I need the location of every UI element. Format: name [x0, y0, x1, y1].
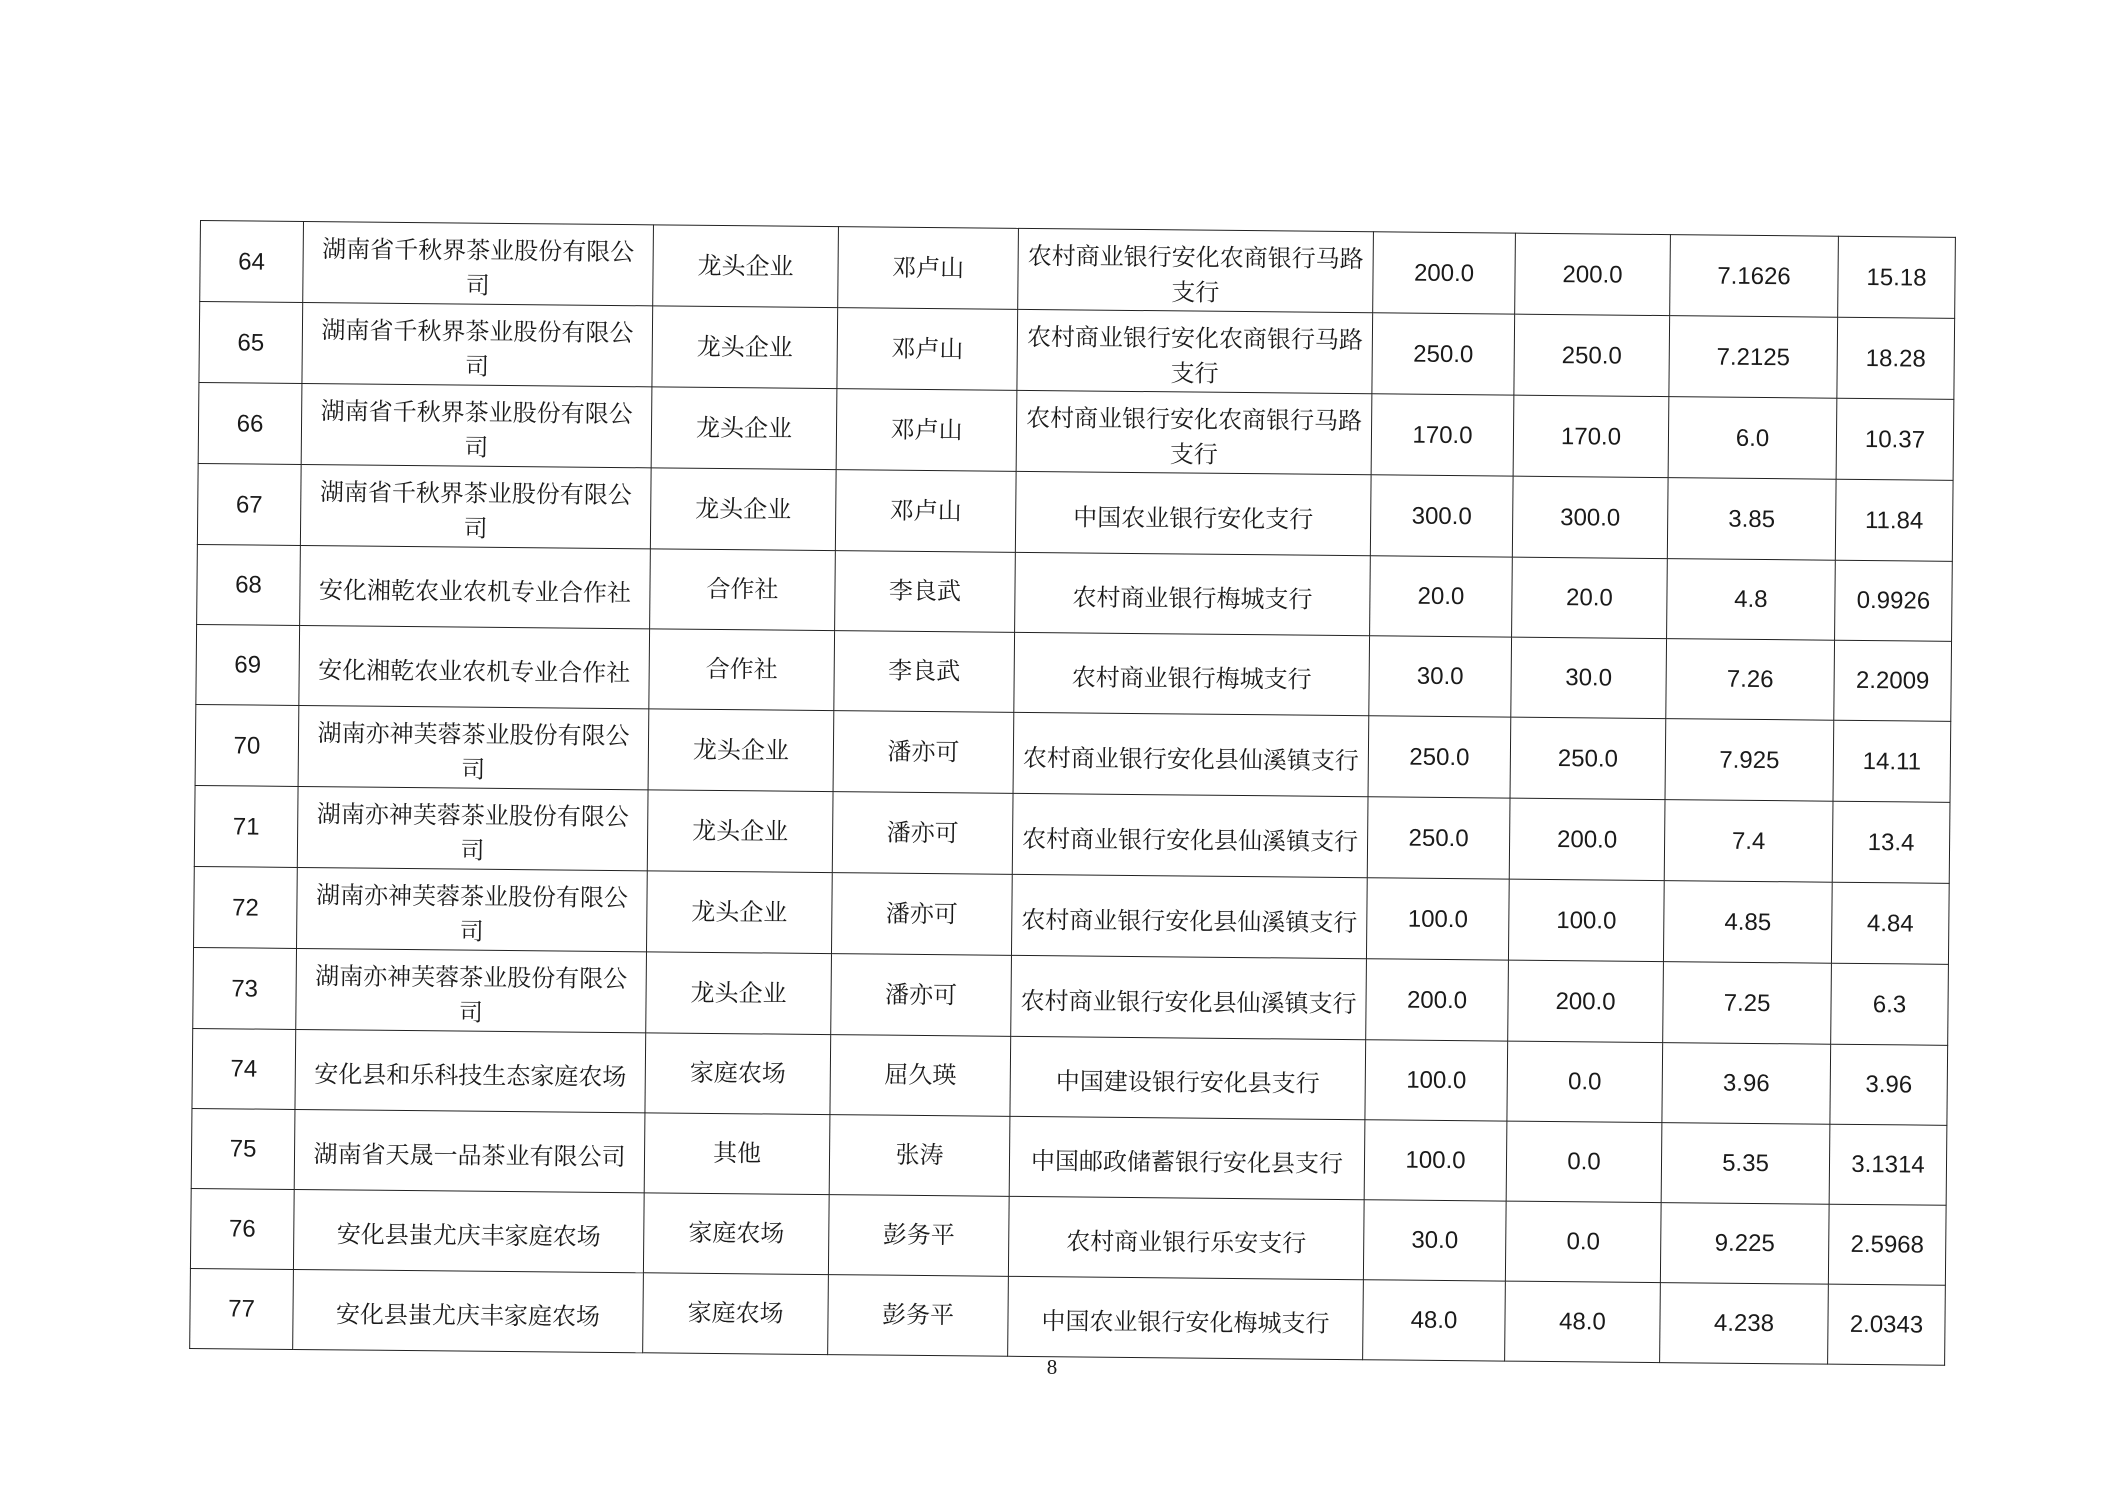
entity-type-cell: 家庭农场 [645, 1033, 831, 1115]
bank-cell: 中国邮政储蓄银行安化县支行 [1009, 1116, 1365, 1199]
amount-2-cell: 200.0 [1509, 798, 1665, 880]
amount-2-cell: 200.0 [1508, 960, 1664, 1042]
entity-type-cell: 家庭农场 [643, 1193, 829, 1275]
amount-1-cell: 100.0 [1364, 1120, 1507, 1201]
amount-2-cell: 250.0 [1510, 717, 1666, 799]
legal-person-cell: 屈久瑛 [830, 1035, 1011, 1117]
row-number-cell: 72 [194, 866, 298, 948]
entity-name-cell: 湖南亦神芙蓉茶业股份有限公司 [298, 705, 649, 789]
amount-2-cell: 250.0 [1514, 314, 1670, 396]
amount-1-cell: 48.0 [1363, 1280, 1506, 1361]
entity-name-cell: 安化县蚩尤庆丰家庭农场 [293, 1269, 644, 1352]
amount-1-cell: 250.0 [1367, 797, 1510, 879]
rate-cell: 3.96 [1662, 1043, 1831, 1125]
amount-1-cell: 250.0 [1368, 716, 1511, 798]
value-cell: 0.9926 [1835, 560, 1953, 641]
amount-2-cell: 0.0 [1505, 1201, 1661, 1282]
entity-type-cell: 家庭农场 [643, 1273, 829, 1355]
rate-cell: 5.35 [1661, 1123, 1830, 1205]
legal-person-cell: 彭务平 [828, 1275, 1009, 1357]
row-number-cell: 67 [197, 463, 301, 545]
entity-type-cell: 龙头企业 [653, 225, 839, 308]
amount-2-cell: 170.0 [1513, 395, 1669, 477]
legal-person-cell: 彭务平 [828, 1195, 1009, 1277]
rate-cell: 7.4 [1664, 800, 1833, 883]
bank-cell: 农村商业银行梅城支行 [1014, 632, 1370, 715]
value-cell: 3.96 [1830, 1044, 1948, 1125]
rate-cell: 7.2125 [1669, 316, 1838, 399]
rate-cell: 7.26 [1666, 639, 1835, 721]
bank-cell: 农村商业银行安化县仙溪镇支行 [1012, 793, 1368, 877]
bank-cell: 农村商业银行安化县仙溪镇支行 [1013, 712, 1369, 796]
value-cell: 18.28 [1837, 317, 1955, 399]
entity-type-cell: 龙头企业 [648, 709, 834, 792]
rate-cell: 4.85 [1663, 881, 1832, 964]
legal-person-cell: 李良武 [834, 631, 1015, 713]
bank-cell: 农村商业银行安化农商银行马路支行 [1018, 228, 1374, 312]
entity-type-cell: 龙头企业 [646, 871, 832, 954]
amount-1-cell: 250.0 [1372, 313, 1515, 395]
legal-person-cell: 邓卢山 [837, 308, 1018, 391]
amount-2-cell: 48.0 [1505, 1281, 1661, 1362]
row-number-cell: 65 [199, 302, 303, 384]
amount-2-cell: 0.0 [1506, 1121, 1662, 1202]
value-cell: 2.5968 [1828, 1204, 1946, 1285]
value-cell: 2.2009 [1834, 640, 1952, 721]
amount-2-cell: 0.0 [1507, 1041, 1663, 1122]
entity-type-cell: 龙头企业 [651, 387, 837, 470]
entity-type-cell: 龙头企业 [650, 468, 836, 551]
amount-2-cell: 200.0 [1515, 233, 1671, 315]
amount-1-cell: 200.0 [1366, 959, 1509, 1041]
row-number-cell: 74 [192, 1028, 296, 1109]
row-number-cell: 76 [190, 1188, 294, 1269]
row-number-cell: 75 [191, 1108, 295, 1189]
value-cell: 6.3 [1831, 963, 1949, 1045]
bank-cell: 农村商业银行安化县仙溪镇支行 [1011, 955, 1367, 1039]
amount-1-cell: 300.0 [1370, 475, 1513, 557]
entity-name-cell: 安化县蚩尤庆丰家庭农场 [293, 1189, 644, 1272]
bank-cell: 农村商业银行安化农商银行马路支行 [1016, 390, 1372, 474]
entity-type-cell: 龙头企业 [652, 306, 838, 389]
rate-cell: 6.0 [1668, 397, 1837, 480]
entity-type-cell: 合作社 [649, 629, 835, 711]
entity-type-cell: 龙头企业 [646, 952, 832, 1035]
legal-person-cell: 张涛 [829, 1115, 1010, 1197]
amount-1-cell: 170.0 [1371, 394, 1514, 476]
table-row [190, 1268, 1946, 1365]
entity-type-cell: 合作社 [650, 549, 836, 631]
rate-cell: 7.1626 [1670, 235, 1839, 318]
page-number: 8 [1046, 1355, 1058, 1379]
legal-person-cell: 李良武 [835, 551, 1016, 633]
entity-name-cell: 湖南省千秋界茶业股份有限公司 [302, 302, 653, 386]
amount-2-cell: 300.0 [1512, 476, 1668, 558]
legal-person-cell: 潘亦可 [831, 954, 1012, 1037]
value-cell: 11.84 [1835, 479, 1953, 561]
rate-cell: 4.8 [1667, 559, 1836, 641]
bank-cell: 中国建设银行安化县支行 [1010, 1036, 1366, 1119]
entity-name-cell: 湖南亦神芙蓉茶业股份有限公司 [296, 948, 647, 1032]
row-number-cell: 73 [193, 947, 297, 1029]
value-cell: 3.1314 [1829, 1124, 1947, 1205]
amount-1-cell: 30.0 [1363, 1200, 1506, 1281]
rate-cell: 3.85 [1667, 478, 1836, 561]
entity-name-cell: 安化湘乾农业农机专业合作社 [300, 545, 651, 628]
entity-name-cell: 安化湘乾农业农机专业合作社 [299, 625, 650, 708]
entity-name-cell: 湖南省千秋界茶业股份有限公司 [301, 383, 652, 467]
row-number-cell: 68 [197, 544, 301, 625]
bank-cell: 农村商业银行安化农商银行马路支行 [1017, 309, 1373, 393]
bank-cell: 农村商业银行梅城支行 [1015, 552, 1371, 635]
entity-name-cell: 湖南亦神芙蓉茶业股份有限公司 [297, 867, 648, 951]
bank-cell: 中国农业银行安化梅城支行 [1008, 1276, 1364, 1359]
legal-person-cell: 邓卢山 [836, 389, 1017, 472]
legal-person-cell: 潘亦可 [832, 792, 1013, 875]
amount-1-cell: 20.0 [1370, 556, 1513, 637]
amount-1-cell: 100.0 [1366, 878, 1509, 960]
bank-cell: 农村商业银行乐安支行 [1008, 1196, 1364, 1279]
rate-cell: 7.925 [1665, 719, 1834, 802]
entity-name-cell: 湖南亦神芙蓉茶业股份有限公司 [297, 786, 648, 870]
row-number-cell: 64 [200, 221, 304, 303]
amount-2-cell: 30.0 [1511, 637, 1667, 718]
row-number-cell: 71 [194, 785, 298, 867]
row-number-cell: 70 [195, 704, 299, 786]
value-cell: 15.18 [1838, 236, 1956, 318]
loan-table [189, 220, 1956, 1366]
value-cell: 13.4 [1832, 801, 1950, 883]
amount-1-cell: 100.0 [1365, 1040, 1508, 1121]
value-cell: 4.84 [1831, 882, 1949, 964]
legal-person-cell: 潘亦可 [831, 873, 1012, 956]
entity-name-cell: 湖南省千秋界茶业股份有限公司 [303, 221, 654, 305]
rate-cell: 7.25 [1663, 962, 1832, 1045]
entity-name-cell: 安化县和乐科技生态家庭农场 [295, 1029, 646, 1112]
legal-person-cell: 潘亦可 [833, 711, 1014, 794]
rate-cell: 4.238 [1660, 1283, 1829, 1365]
entity-type-cell: 龙头企业 [647, 790, 833, 873]
amount-1-cell: 30.0 [1369, 636, 1512, 717]
entity-name-cell: 湖南省千秋界茶业股份有限公司 [300, 464, 651, 548]
amount-2-cell: 100.0 [1508, 879, 1664, 961]
row-number-cell: 69 [196, 624, 300, 705]
row-number-cell: 66 [198, 382, 302, 464]
entity-name-cell: 湖南省天晟一品茶业有限公司 [294, 1109, 645, 1192]
legal-person-cell: 邓卢山 [835, 470, 1016, 553]
amount-2-cell: 20.0 [1512, 557, 1668, 638]
table-body [190, 221, 1956, 1366]
value-cell: 2.0343 [1828, 1284, 1946, 1365]
legal-person-cell: 邓卢山 [838, 227, 1019, 310]
rate-cell: 9.225 [1660, 1203, 1829, 1285]
value-cell: 14.11 [1833, 720, 1951, 802]
row-number-cell: 77 [190, 1268, 294, 1349]
amount-1-cell: 200.0 [1373, 232, 1516, 314]
bank-cell: 农村商业银行安化县仙溪镇支行 [1011, 874, 1367, 958]
value-cell: 10.37 [1836, 398, 1954, 480]
entity-type-cell: 其他 [644, 1113, 830, 1195]
bank-cell: 中国农业银行安化支行 [1015, 471, 1371, 555]
